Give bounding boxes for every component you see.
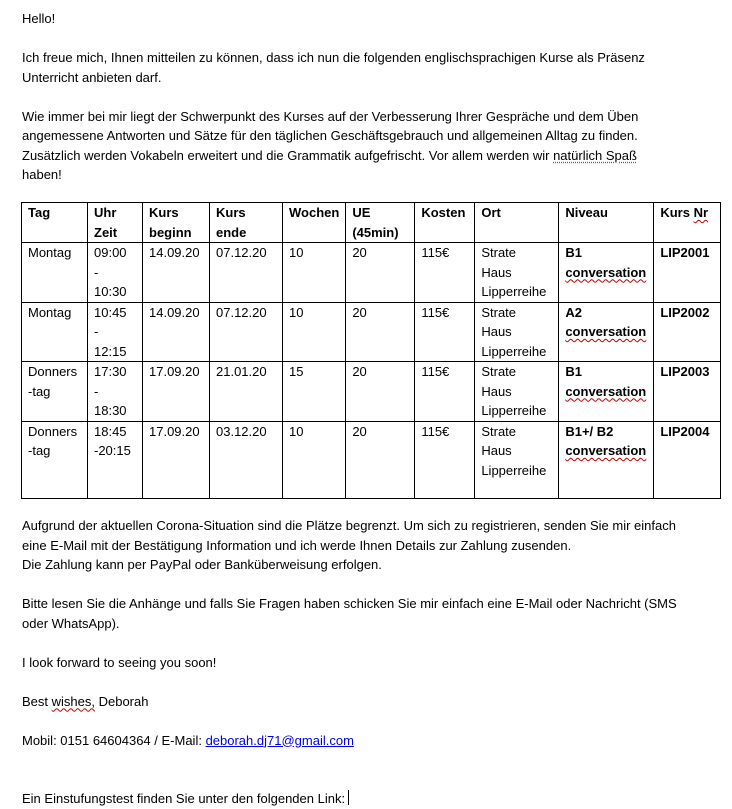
table-row — [22, 302, 721, 362]
header-kurs-beginn: Kurs beginn — [143, 203, 210, 243]
cell-niveau: B1 conversation — [559, 243, 654, 303]
header-tag: Tag — [22, 203, 88, 243]
cell-ende: 21.01.20 — [210, 362, 283, 422]
focus-line: Zusätzlich werden Vokabeln erweitert und die Grammatik aufgefrischt. Vor allem werden wir — [22, 147, 554, 163]
focus-line: Wie immer bei mir liegt der Schwerpunkt des Kurses auf der Verbesserung Ihrer Gespräche und dem Üben — [22, 108, 639, 124]
header-niveau: Niveau — [559, 203, 654, 243]
intro-paragraph — [22, 48, 722, 87]
cell-kurs-nr: LIP2002 — [654, 302, 721, 362]
cell-wochen: 10 — [283, 243, 346, 303]
cell-beginn: 17.09.20 — [143, 362, 210, 422]
corona-line: Aufgrund der aktuellen Corona-Situation sind die Plätze begrenzt. Um sich zu registrieren, senden Sie mir einfach — [22, 518, 676, 533]
cell-kosten: 115€ — [415, 302, 475, 362]
cell-ort: Strate Haus Lipperreihe — [475, 243, 559, 303]
spelling-flagged-word[interactable]: wishes, — [51, 693, 95, 709]
cell-niveau: B1+/ B2 conversation — [559, 421, 654, 498]
attachments-line: Bitte lesen Sie die Anhänge und falls Sie Fragen haben schicken Sie mir einfach eine E-Mail oder Nachricht (SMS — [22, 596, 677, 611]
focus-line: haben! — [22, 167, 62, 182]
cell-zeit: 17:30 - 18:30 — [88, 362, 143, 422]
cell-niveau: A2 conversation — [559, 302, 654, 362]
greeting: Hello! — [22, 11, 56, 26]
cell-beginn: 17.09.20 — [143, 421, 210, 498]
cell-ort: Strate Haus Lipperreihe — [475, 302, 559, 362]
attachments-line: oder WhatsApp). — [22, 615, 120, 631]
intro-line: Ich freue mich, Ihnen mitteilen zu können, dass ich nun die folgenden englischsprachigen Kurse als Präsenz — [22, 50, 645, 65]
contact-line: Mobil: 0151 64604364 / E-Mail: deborah.dj71@gmail.com — [22, 732, 354, 748]
header-kurs-nr: Kurs Nr — [654, 203, 721, 243]
cell-ort: Strate Haus Lipperreihe — [475, 362, 559, 422]
cell-tag: Donners -tag — [22, 421, 88, 498]
cell-tag: Donners -tag — [22, 362, 88, 422]
cell-kosten: 115€ — [415, 421, 475, 498]
attachments-paragraph — [22, 594, 722, 633]
closing-line: I look forward to seeing you soon! — [22, 654, 217, 670]
corona-line: eine E-Mail mit der Bestätigung Information und ich werde Ihnen Details zur Zahlung zusenden. — [22, 537, 572, 553]
focus-line: angemessene Antworten und Sätze für den täglichen Geschäftsgebrauch und allgemeinen Alltag zu finden. — [22, 128, 638, 143]
cell-ue: 20 — [346, 243, 415, 303]
course-table — [21, 202, 721, 499]
header-ue: UE (45min) — [346, 203, 415, 243]
cell-kurs-nr: LIP2004 — [654, 421, 721, 498]
header-ort: Ort — [475, 203, 559, 243]
test-link-line[interactable]: Ein Einstufungstest finden Sie unter den folgenden Link: — [22, 789, 722, 809]
cell-ende: 07.12.20 — [210, 243, 283, 303]
cell-tag: Montag — [22, 302, 88, 362]
intro-line: Unterricht anbieten darf. — [22, 69, 162, 85]
signoff-line: Best wishes, Deborah — [22, 693, 149, 709]
cell-ende: 07.12.20 — [210, 302, 283, 362]
table-row — [22, 243, 721, 303]
cell-beginn: 14.09.20 — [143, 243, 210, 303]
cell-kurs-nr: LIP2001 — [654, 243, 721, 303]
cell-zeit: 09:00 - 10:30 — [88, 243, 143, 303]
grammar-flagged-text[interactable]: natürlich Spaß — [553, 147, 637, 163]
cell-ue: 20 — [346, 302, 415, 362]
cell-ende: 03.12.20 — [210, 421, 283, 498]
cell-zeit: 10:45 - 12:15 — [88, 302, 143, 362]
header-uhr-zeit: Uhr Zeit — [88, 203, 143, 243]
table-row — [22, 362, 721, 422]
table-row — [22, 421, 721, 498]
cell-wochen: 10 — [283, 302, 346, 362]
focus-paragraph — [22, 107, 722, 185]
cell-wochen: 10 — [283, 421, 346, 498]
cell-kosten: 115€ — [415, 243, 475, 303]
header-wochen: Wochen — [283, 203, 346, 243]
text-cursor — [348, 790, 349, 805]
cell-beginn: 14.09.20 — [143, 302, 210, 362]
corona-paragraph — [22, 516, 722, 575]
email-body — [22, 0, 722, 185]
cell-wochen: 15 — [283, 362, 346, 422]
email-footer — [22, 516, 722, 809]
cell-kosten: 115€ — [415, 362, 475, 422]
cell-niveau: B1 conversation — [559, 362, 654, 422]
header-kosten: Kosten — [415, 203, 475, 243]
table-header-row — [22, 203, 721, 243]
cell-tag: Montag — [22, 243, 88, 303]
cell-kurs-nr: LIP2003 — [654, 362, 721, 422]
cell-ort: Strate Haus Lipperreihe — [475, 421, 559, 498]
corona-line: Die Zahlung kann per PayPal oder Banküberweisung erfolgen. — [22, 557, 382, 572]
header-kurs-ende: Kurs ende — [210, 203, 283, 243]
cell-ue: 20 — [346, 421, 415, 498]
cell-zeit: 18:45 -20:15 — [88, 421, 143, 498]
cell-ue: 20 — [346, 362, 415, 422]
email-link[interactable]: deborah.dj71@gmail.com — [205, 732, 354, 748]
